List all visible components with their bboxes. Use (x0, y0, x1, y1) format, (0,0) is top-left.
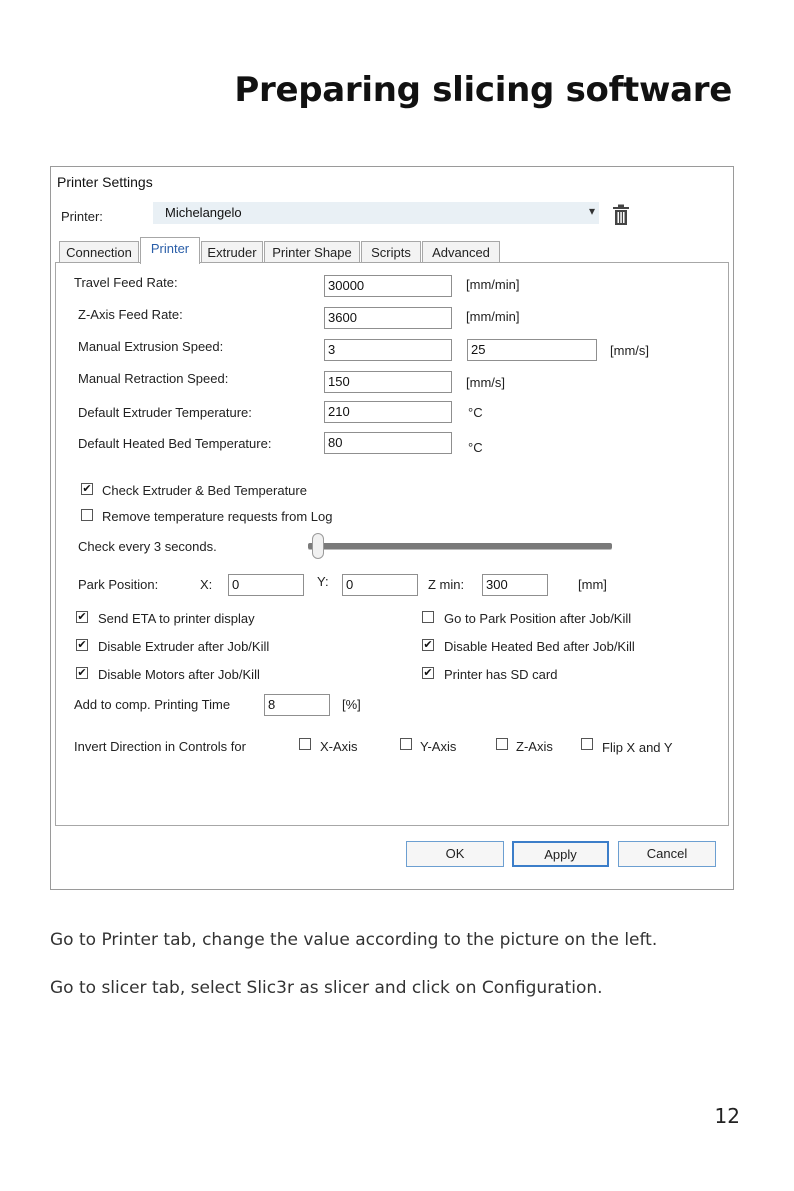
z-axis-feed-rate-unit: [mm/min] (466, 309, 520, 324)
default-bed-temp-unit: °C (468, 440, 483, 455)
disable-extruder-checkbox[interactable]: ✔ (77, 639, 87, 651)
disable-bed-label: Disable Heated Bed after Job/Kill (444, 639, 635, 654)
disable-bed-checkbox[interactable]: ✔ (423, 639, 433, 651)
z-axis-feed-rate-input[interactable]: 3600 (324, 307, 452, 329)
printer-tab-panel (55, 262, 729, 826)
printer-select-value: Michelangelo (165, 205, 242, 220)
invert-y-checkbox[interactable] (400, 738, 412, 750)
remove-temp-requests-checkbox[interactable] (81, 509, 93, 521)
instruction-paragraph-1: Go to Printer tab, change the value according to the picture on the left. (50, 930, 658, 950)
add-comp-unit: [%] (342, 697, 361, 712)
printer-settings-dialog (50, 166, 734, 890)
sd-card-label: Printer has SD card (444, 667, 558, 682)
invert-x-label: X-Axis (320, 739, 358, 754)
disable-extruder-label: Disable Extruder after Job/Kill (98, 639, 270, 654)
manual-extrusion-speed-label: Manual Extrusion Speed: (78, 339, 224, 354)
sd-card-checkbox[interactable]: ✔ (423, 667, 433, 679)
tab-printer-shape[interactable]: Printer Shape (264, 241, 360, 263)
page-heading: Preparing slicing software (234, 70, 732, 110)
check-interval-label: Check every 3 seconds. (78, 539, 217, 554)
manual-extrusion-speed-input[interactable]: 3 (324, 339, 452, 361)
go-to-park-checkbox[interactable] (422, 611, 434, 623)
default-extruder-temp-unit: °C (468, 405, 483, 420)
park-x-input[interactable]: 0 (228, 574, 304, 596)
manual-extrusion-speed-unit: [mm/s] (610, 343, 649, 358)
park-zmin-label: Z min: (428, 577, 465, 592)
send-eta-label: Send ETA to printer display (98, 611, 255, 626)
invert-z-checkbox[interactable] (496, 738, 508, 750)
send-eta-checkbox[interactable]: ✔ (77, 611, 87, 623)
park-zmin-input[interactable]: 300 (482, 574, 548, 596)
invert-x-checkbox[interactable] (299, 738, 311, 750)
park-unit: [mm] (578, 577, 607, 592)
apply-button[interactable]: Apply (512, 841, 609, 867)
tab-printer[interactable]: Printer (140, 237, 200, 264)
dialog-title: Printer Settings (57, 174, 153, 190)
printer-select[interactable] (153, 202, 599, 224)
dialog-button-bar (51, 826, 733, 889)
add-comp-label: Add to comp. Printing Time (74, 697, 231, 712)
cancel-button[interactable]: Cancel (618, 841, 716, 867)
travel-feed-rate-label: Travel Feed Rate: (74, 275, 178, 290)
disable-motors-checkbox[interactable]: ✔ (77, 667, 87, 679)
park-x-label: X: (200, 577, 213, 592)
ok-button[interactable]: OK (406, 841, 504, 867)
tab-advanced[interactable]: Advanced (422, 241, 500, 263)
go-to-park-label: Go to Park Position after Job/Kill (444, 611, 632, 626)
park-y-input[interactable]: 0 (342, 574, 418, 596)
default-bed-temp-input[interactable]: 80 (324, 432, 452, 454)
manual-extrusion-speed-input-2[interactable]: 25 (467, 339, 597, 361)
trash-icon[interactable] (611, 204, 631, 226)
park-position-label: Park Position: (78, 577, 159, 592)
invert-direction-label: Invert Direction in Controls for (74, 739, 246, 754)
disable-motors-label: Disable Motors after Job/Kill (98, 667, 260, 682)
instruction-paragraph-2: Go to slicer tab, select Slic3r as slicer and click on Configuration. (50, 978, 603, 998)
park-y-label: Y: (317, 574, 329, 589)
travel-feed-rate-input[interactable]: 30000 (324, 275, 452, 297)
invert-y-label: Y-Axis (420, 739, 457, 754)
check-interval-slider-track[interactable] (308, 543, 612, 549)
check-temp-label: Check Extruder & Bed Temperature (102, 483, 307, 498)
check-interval-slider-thumb[interactable] (312, 533, 324, 559)
default-bed-temp-label: Default Heated Bed Temperature: (78, 436, 272, 451)
tab-connection[interactable]: Connection (59, 241, 139, 263)
add-comp-input[interactable]: 8 (264, 694, 330, 716)
remove-temp-requests-label: Remove temperature requests from Log (102, 509, 333, 524)
flip-xy-label: Flip X and Y (602, 740, 673, 755)
tab-scripts[interactable]: Scripts (361, 241, 421, 263)
z-axis-feed-rate-label: Z-Axis Feed Rate: (78, 307, 183, 322)
printer-label: Printer: (61, 209, 103, 224)
manual-retraction-speed-input[interactable]: 150 (324, 371, 452, 393)
travel-feed-rate-unit: [mm/min] (466, 277, 520, 292)
chevron-down-icon: ▾ (588, 204, 595, 218)
check-temp-checkbox[interactable]: ✔ (82, 483, 92, 495)
flip-xy-checkbox[interactable] (581, 738, 593, 750)
manual-retraction-speed-unit: [mm/s] (466, 375, 505, 390)
page-number: 12 (714, 1104, 740, 1128)
default-extruder-temp-label: Default Extruder Temperature: (78, 405, 252, 420)
manual-retraction-speed-label: Manual Retraction Speed: (78, 371, 229, 386)
default-extruder-temp-input[interactable]: 210 (324, 401, 452, 423)
invert-z-label: Z-Axis (516, 739, 553, 754)
tab-extruder[interactable]: Extruder (201, 241, 263, 263)
